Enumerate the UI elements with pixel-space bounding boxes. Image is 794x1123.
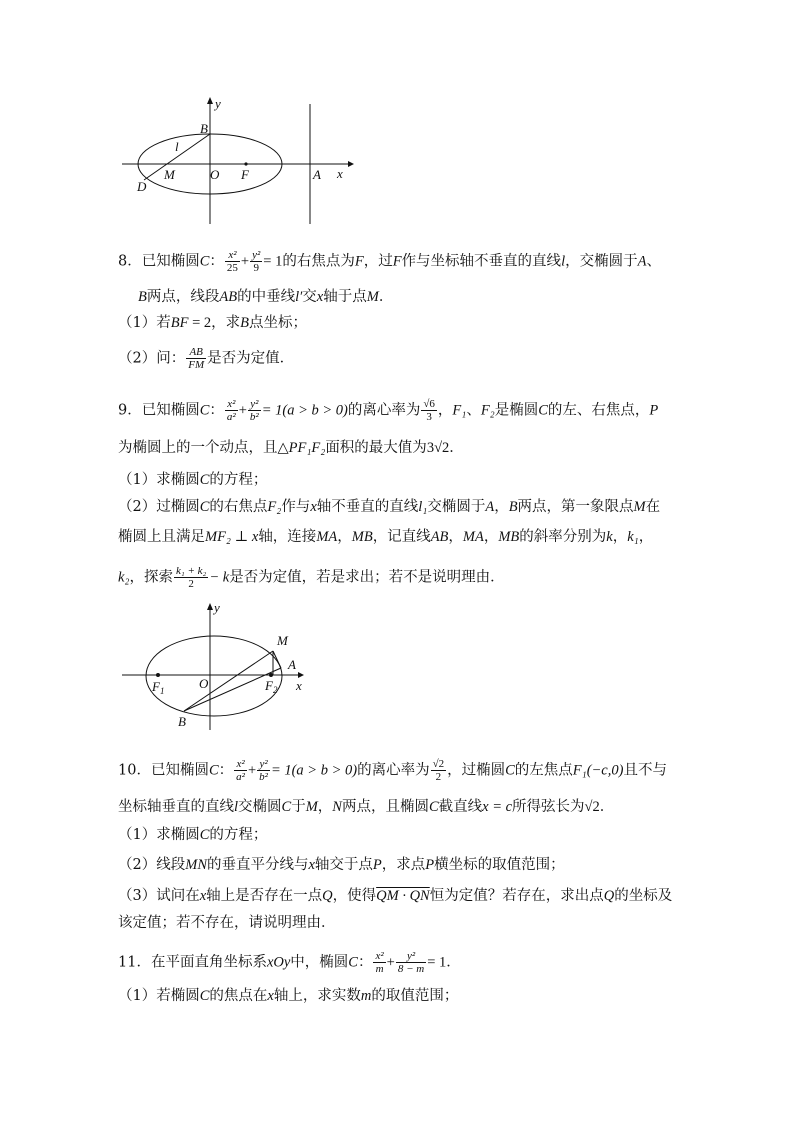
numerator: AB: [186, 346, 206, 359]
math-C: C: [348, 954, 358, 971]
problem-number: 11．: [118, 954, 151, 971]
math-C: C: [199, 499, 210, 515]
text: 椭圆上且满足: [118, 529, 205, 545]
math-x: x: [199, 888, 207, 904]
math-xOy: xOy: [266, 954, 291, 971]
text: 轴不垂直的直线: [316, 499, 419, 515]
text: （3）试问在: [118, 888, 200, 904]
text: 轴交于点: [314, 857, 373, 873]
text: ，使得: [332, 888, 377, 904]
denominator: 2: [188, 578, 194, 590]
figure-2-svg: [118, 598, 318, 732]
math-C: C: [199, 253, 210, 270]
focus-point-F: [244, 162, 247, 165]
text: 已知椭圆: [150, 762, 209, 779]
math-k1: k₁: [627, 529, 639, 545]
p8-line-2: [138, 287, 393, 307]
text: 中，椭圆: [290, 954, 349, 971]
math-eq: = 2: [188, 315, 212, 331]
text: 点坐标；: [249, 315, 307, 331]
fraction: [248, 398, 261, 423]
label-F: F: [241, 167, 249, 182]
label-x: x: [296, 678, 302, 693]
text: 、: [466, 402, 481, 419]
numerator: √6: [423, 398, 435, 410]
text: 在平面直角坐标系: [150, 954, 267, 971]
math-F2: F₂: [480, 402, 495, 419]
math-x: x: [308, 857, 315, 873]
text: 所得弦长为: [512, 799, 585, 815]
text: （2）问：: [118, 350, 186, 367]
p11-question-1: [118, 986, 458, 1006]
denominator: a²: [236, 771, 245, 783]
text: ．: [446, 954, 461, 971]
numerator: y²: [396, 950, 426, 963]
math-F: F: [354, 253, 364, 270]
p9-question-2-line-3: [118, 565, 505, 590]
math-C: C: [428, 799, 439, 815]
text: ，过椭圆: [447, 762, 506, 779]
math-l: l: [561, 253, 566, 270]
text: 的坐标及: [614, 888, 673, 904]
p8-question-2: [118, 346, 294, 371]
text: 交: [302, 289, 317, 305]
math-C: C: [199, 402, 210, 419]
fraction: [373, 950, 385, 975]
text: （1）若: [118, 315, 171, 331]
p10-question-3-line-2: [118, 913, 336, 933]
line-MA: [273, 651, 281, 668]
y-axis-arrow-icon: [207, 603, 213, 610]
text: 的方程；: [209, 827, 268, 843]
text: 作与坐标轴不垂直的直线: [401, 253, 562, 270]
math-N: N: [332, 799, 342, 815]
text: ，: [337, 529, 352, 545]
plus: +: [238, 402, 247, 419]
label-F2-sub: 2: [272, 685, 278, 695]
numerator: y²: [252, 249, 261, 261]
text: 已知椭圆: [141, 402, 200, 419]
p10-question-1: [118, 825, 267, 845]
denominator: 3: [426, 411, 432, 423]
math-perp: MF₂ ⊥ x: [205, 529, 259, 545]
math-triangle: PF₁F₂: [288, 440, 326, 456]
math-M: M: [366, 289, 379, 305]
label-M: M: [277, 633, 288, 648]
fraction: [431, 758, 447, 783]
math-F: F: [392, 253, 402, 270]
math-vector-dot: QM · QN: [376, 888, 430, 904]
text: 作与: [281, 499, 311, 515]
focus-point-F2: [269, 673, 273, 677]
label-F1-letter: F: [152, 679, 160, 694]
y-axis-arrow-icon: [207, 97, 213, 104]
label-O: O: [199, 676, 209, 691]
label-A: A: [288, 657, 296, 672]
math-C: C: [199, 827, 210, 843]
p9-question-2-line-1: [118, 497, 660, 517]
figure-1-svg: [118, 92, 358, 228]
label-y: y: [215, 96, 221, 111]
p10-line-1: [118, 758, 667, 783]
p8-question-1: [118, 313, 307, 333]
text: 交椭圆: [238, 799, 282, 815]
math-eq: = 1(a > b > 0): [261, 402, 348, 419]
text: ，交椭圆于: [565, 253, 638, 270]
math-M: M: [305, 799, 318, 815]
text: 且不与: [623, 762, 667, 779]
math-C: C: [505, 762, 515, 779]
problem-number: 9．: [118, 402, 142, 419]
fraction: [421, 398, 437, 423]
plus: +: [240, 253, 250, 270]
math-P: P: [425, 857, 435, 873]
text: 的方程；: [209, 472, 268, 488]
label-F1-sub: 1: [159, 686, 165, 696]
text: 的左焦点: [514, 762, 573, 779]
text: 该定值；若不存在，请说明理由．: [118, 915, 336, 931]
text: 轴上，求实数: [273, 988, 361, 1004]
math-A: A: [485, 499, 495, 515]
label-B: B: [178, 714, 186, 729]
text: 为椭圆上的一个动点，且△: [118, 440, 289, 456]
fraction: [225, 249, 240, 274]
p9-question-2-line-2: [118, 527, 653, 547]
text: ，: [494, 499, 509, 515]
fraction: [257, 758, 270, 783]
math-value: √2: [584, 799, 600, 815]
text: 轴，连接: [258, 529, 317, 545]
math-F2: F₂: [267, 499, 282, 515]
math-B: B: [508, 499, 518, 515]
text: 的右焦点为: [282, 253, 355, 270]
math-eq: = 1: [427, 954, 447, 971]
numerator: x²: [234, 758, 247, 771]
text: 的取值范围；: [371, 988, 459, 1004]
problem-number: 10．: [118, 762, 151, 779]
ellipse-figure-1: [118, 92, 358, 228]
math-P: P: [372, 857, 382, 873]
math-l-prime: l′: [295, 289, 303, 305]
text: 两点，线段: [146, 289, 220, 305]
text: ．: [599, 799, 615, 815]
label-D: D: [137, 179, 147, 194]
label-x: x: [337, 166, 343, 181]
text: 的垂直平分线与: [206, 857, 309, 873]
text: ，过: [363, 253, 393, 270]
math-AB: AB: [219, 289, 238, 305]
math-F1: F₁(−c,0): [572, 762, 624, 779]
math-F1: F₁: [452, 402, 467, 419]
denominator: m: [375, 963, 384, 975]
denominator: 25: [226, 262, 238, 274]
math-B: B: [138, 289, 147, 305]
numerator: y²: [248, 398, 261, 411]
math-C: C: [281, 799, 292, 815]
math-value: 3√2: [426, 440, 450, 456]
denominator: 8 − m: [397, 963, 425, 975]
text: ：: [209, 253, 224, 270]
text: ，求: [211, 315, 241, 331]
p9-line-2: [118, 438, 464, 458]
plus: +: [247, 762, 257, 779]
label-A: A: [313, 167, 321, 182]
math-C: C: [199, 988, 210, 1004]
focus-point-F1: [156, 673, 160, 677]
fraction: [234, 758, 247, 783]
x-axis-arrow-icon: [348, 161, 354, 167]
math-Q: Q: [603, 888, 615, 904]
line-BM: [184, 651, 273, 711]
text: ，探索: [129, 569, 173, 586]
math-A: A: [637, 253, 647, 270]
text: ：: [209, 402, 224, 419]
problem-number: 8．: [118, 253, 142, 270]
numerator: x²: [375, 950, 384, 962]
text: 是否为定值．: [207, 350, 295, 367]
label-l: l: [175, 139, 179, 154]
text: 的中垂线: [237, 289, 296, 305]
p10-question-2: [118, 855, 565, 875]
denominator: 2: [435, 771, 442, 783]
text: 、: [646, 253, 661, 270]
numerator: x²: [225, 249, 240, 262]
numerator: k₁ + k₂: [175, 565, 207, 577]
math-M: M: [633, 499, 646, 515]
text: 的斜率分别为: [519, 529, 607, 545]
plus: +: [386, 954, 395, 971]
text: ．: [449, 440, 464, 456]
math-x-eq-c: x = c: [482, 799, 513, 815]
text: ，: [448, 529, 463, 545]
math-eq: = 1(a > b > 0): [270, 762, 358, 779]
math-MB: MB: [351, 529, 373, 545]
text: 恒为定值？若存在，求出点: [429, 888, 604, 904]
text: 横坐标的取值范围；: [434, 857, 565, 873]
text: 在: [645, 499, 661, 515]
text: 是椭圆: [494, 402, 539, 419]
numerator: x²: [225, 398, 238, 411]
text: ，求点: [381, 857, 426, 873]
p10-question-3-line-1: [118, 886, 672, 906]
math-B: B: [240, 315, 249, 331]
fraction: [174, 565, 208, 590]
math-k: k: [606, 529, 613, 545]
label-F2: [264, 678, 278, 695]
denominator: b²: [249, 411, 259, 423]
text: （2）线段: [118, 857, 186, 873]
math-P: P: [649, 402, 659, 419]
text: 坐标轴垂直的直线: [118, 799, 234, 815]
text: 两点，第一象限点: [517, 499, 634, 515]
text: 的离心率为: [357, 762, 430, 779]
text: 两点，且椭圆: [341, 799, 429, 815]
math-MB: MB: [498, 529, 520, 545]
text: ，: [317, 799, 333, 815]
p9-line-1: [118, 398, 658, 423]
text: 已知椭圆: [141, 253, 200, 270]
text: ，: [483, 529, 499, 545]
text: 截直线: [438, 799, 483, 815]
text: 的焦点在: [209, 988, 268, 1004]
math-MA: MA: [462, 529, 484, 545]
label-y: y: [214, 600, 220, 615]
text: 于: [291, 799, 306, 815]
denominator: b²: [259, 771, 268, 783]
text: （2）过椭圆: [118, 499, 200, 515]
math-minus-k: − k: [209, 569, 230, 586]
denominator: FM: [188, 359, 205, 371]
math-l: l: [234, 799, 239, 815]
label-O: O: [210, 167, 220, 182]
text: （1）若椭圆: [118, 988, 200, 1004]
text: 是否为定值，若是求出；若不是说明理由．: [229, 569, 505, 586]
math-C: C: [199, 472, 210, 488]
text: 的左、右焦点，: [547, 402, 650, 419]
math-C: C: [538, 402, 548, 419]
text: 的右焦点: [209, 499, 268, 515]
fraction: [186, 346, 206, 371]
math-MN: MN: [185, 857, 207, 873]
math-Q: Q: [322, 888, 333, 904]
math-x: x: [310, 499, 317, 515]
math-k2: k₂: [118, 569, 130, 586]
text: 轴上是否存在一点: [206, 888, 323, 904]
text: ．: [378, 289, 394, 305]
text: 的离心率为: [347, 402, 421, 419]
text: 交椭圆于: [427, 499, 486, 515]
text: （1）求椭圆: [118, 827, 200, 843]
math-x: x: [316, 289, 324, 305]
text: ：: [357, 954, 373, 971]
text: ，: [638, 529, 654, 545]
fraction: [225, 398, 238, 423]
p10-line-2: [118, 797, 614, 817]
equals: = 1: [263, 253, 283, 270]
numerator: √2: [432, 758, 445, 770]
math-MA: MA: [316, 529, 338, 545]
label-B: B: [200, 121, 208, 136]
denominator: 9: [253, 262, 259, 274]
p9-question-1: [118, 470, 267, 490]
fraction: [250, 249, 262, 274]
ellipse-curve: [146, 636, 282, 716]
text: 轴于点: [323, 289, 367, 305]
text: （1）求椭圆: [118, 472, 200, 488]
p11-line-1: [118, 950, 461, 975]
math-BF: BF: [170, 315, 189, 331]
fraction: [396, 950, 426, 975]
math-x: x: [267, 988, 274, 1004]
math-AB: AB: [430, 529, 449, 545]
text: ，: [612, 529, 628, 545]
text: ：: [218, 762, 234, 779]
text: ，记直线: [372, 529, 431, 545]
label-F2-letter: F: [265, 678, 273, 693]
text: ，: [437, 402, 453, 419]
math-l1: l₁: [418, 499, 428, 515]
label-M: M: [164, 167, 175, 182]
denominator: a²: [226, 411, 236, 423]
label-F1: [151, 679, 164, 696]
numerator: y²: [257, 758, 270, 771]
math-C: C: [208, 762, 219, 779]
p8-line-1: [118, 249, 661, 274]
text: 面积的最大值为: [325, 440, 427, 456]
math-m: m: [360, 988, 372, 1004]
ellipse-figure-2: [118, 598, 318, 732]
